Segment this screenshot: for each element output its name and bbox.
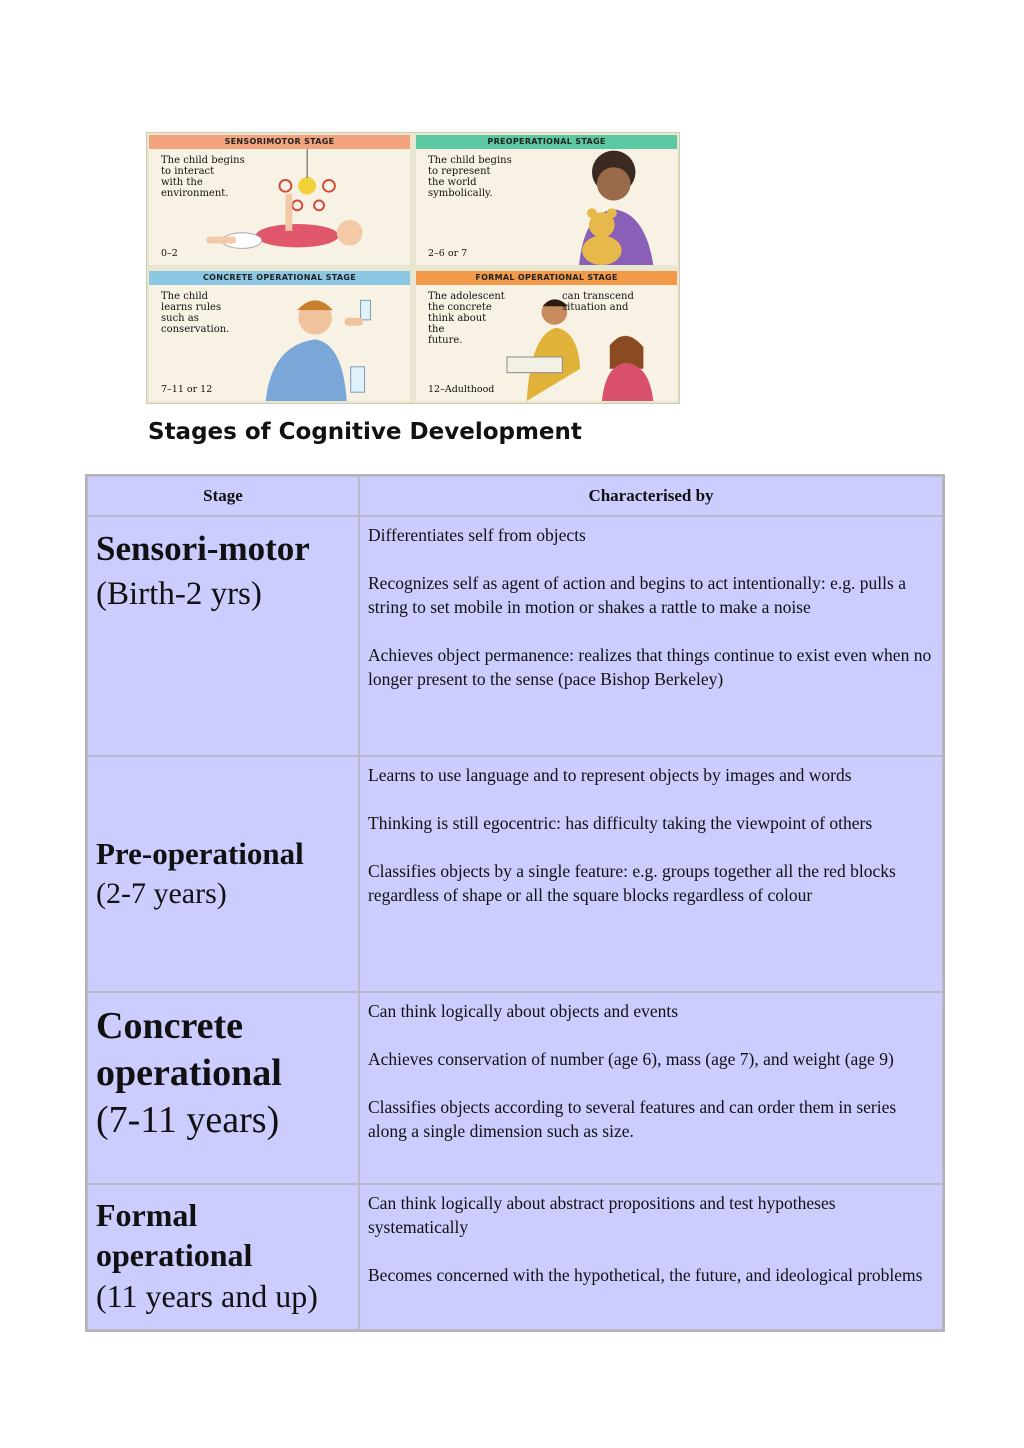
stage-cell xyxy=(87,756,359,992)
stage-cell xyxy=(87,1184,359,1330)
stage-name: Formal operational xyxy=(96,1197,253,1273)
characteristic-item: Becomes concerned with the hypothetical, the future, and ideological problems xyxy=(368,1265,923,1285)
stage-name: Sensori-motor xyxy=(96,529,310,568)
stage-column-header: Stage xyxy=(87,476,359,516)
table-header-row xyxy=(87,476,943,516)
characteristics-cell xyxy=(359,756,943,992)
table-row-pre-operational xyxy=(87,756,943,992)
characteristic-item: Learns to use language and to represent objects by images and words xyxy=(368,765,852,785)
characteristic-item: Can think logically about objects and events xyxy=(368,1001,679,1021)
characteristic-item: Classifies objects according to several features and can order them in series along a single dimension such as size. xyxy=(368,1097,897,1141)
characteristics-cell xyxy=(359,992,943,1184)
panel-heading: PREOPERATIONAL STAGE xyxy=(416,135,677,149)
panel-text-right: can transcend situation and xyxy=(562,291,634,313)
stage-cell xyxy=(87,992,359,1184)
characteristic-item: Classifies objects by a single feature: e.g. groups together all the red blocks regardless of shape or all the square blocks regardless of colour xyxy=(368,861,896,905)
characterised-by-column-header: Characterised by xyxy=(359,476,943,516)
characteristics-cell xyxy=(359,1184,943,1330)
characteristic-item: Thinking is still egocentric: has difficulty taking the viewpoint of others xyxy=(368,813,873,833)
concrete-operational-panel xyxy=(149,271,410,401)
panel-heading: SENSORIMOTOR STAGE xyxy=(149,135,410,149)
table-row-formal-operational xyxy=(87,1184,943,1330)
characteristics-cell xyxy=(359,516,943,756)
panel-text: The child begins to represent the world symbolically. xyxy=(428,155,512,199)
characteristic-item: Achieves conservation of number (age 6), mass (age 7), and weight (age 9) xyxy=(368,1049,894,1069)
characteristic-item: Differentiates self from objects xyxy=(368,525,586,545)
stage-age: (Birth-2 yrs) xyxy=(96,576,262,612)
panel-heading: CONCRETE OPERATIONAL STAGE xyxy=(149,271,410,285)
panel-age: 7–11 or 12 xyxy=(161,384,213,395)
panel-text: The child begins to interact with the environment. xyxy=(161,155,245,199)
stage-cell xyxy=(87,516,359,756)
figure-caption: Stages of Cognitive Development xyxy=(148,419,582,445)
panel-age: 12–Adulthood xyxy=(428,384,495,395)
table-row-concrete-operational xyxy=(87,992,943,1184)
table-row-sensori-motor xyxy=(87,516,943,756)
characteristic-item: Achieves object permanence: realizes that things continue to exist even when no longer present to the sense (pace Bishop Berkeley) xyxy=(368,645,932,689)
stage-age: (2-7 years) xyxy=(96,877,227,910)
stages-illustration xyxy=(146,132,680,404)
characteristic-item: Recognizes self as agent of action and begins to act intentionally: e.g. pulls a string to set mobile in motion or shakes a rattle to make a noise xyxy=(368,573,906,617)
sensorimotor-panel xyxy=(149,135,410,265)
characteristic-item: Can think logically about abstract propositions and test hypotheses systematically xyxy=(368,1193,836,1237)
stages-table xyxy=(85,474,945,1332)
panel-age: 0–2 xyxy=(161,248,178,259)
panel-text: The child learns rules such as conservation. xyxy=(161,291,230,335)
stage-age: (7-11 years) xyxy=(96,1099,280,1141)
panel-age: 2–6 or 7 xyxy=(428,248,468,259)
panel-text: The adolescent the concrete think about the future. xyxy=(428,291,505,346)
stage-name: Pre-operational xyxy=(96,836,304,871)
preoperational-panel xyxy=(416,135,677,265)
formal-operational-panel xyxy=(416,271,677,401)
stage-age: (11 years and up) xyxy=(96,1278,318,1314)
stage-name: Concrete operational xyxy=(96,1005,282,1094)
panel-heading: FORMAL OPERATIONAL STAGE xyxy=(416,271,677,285)
